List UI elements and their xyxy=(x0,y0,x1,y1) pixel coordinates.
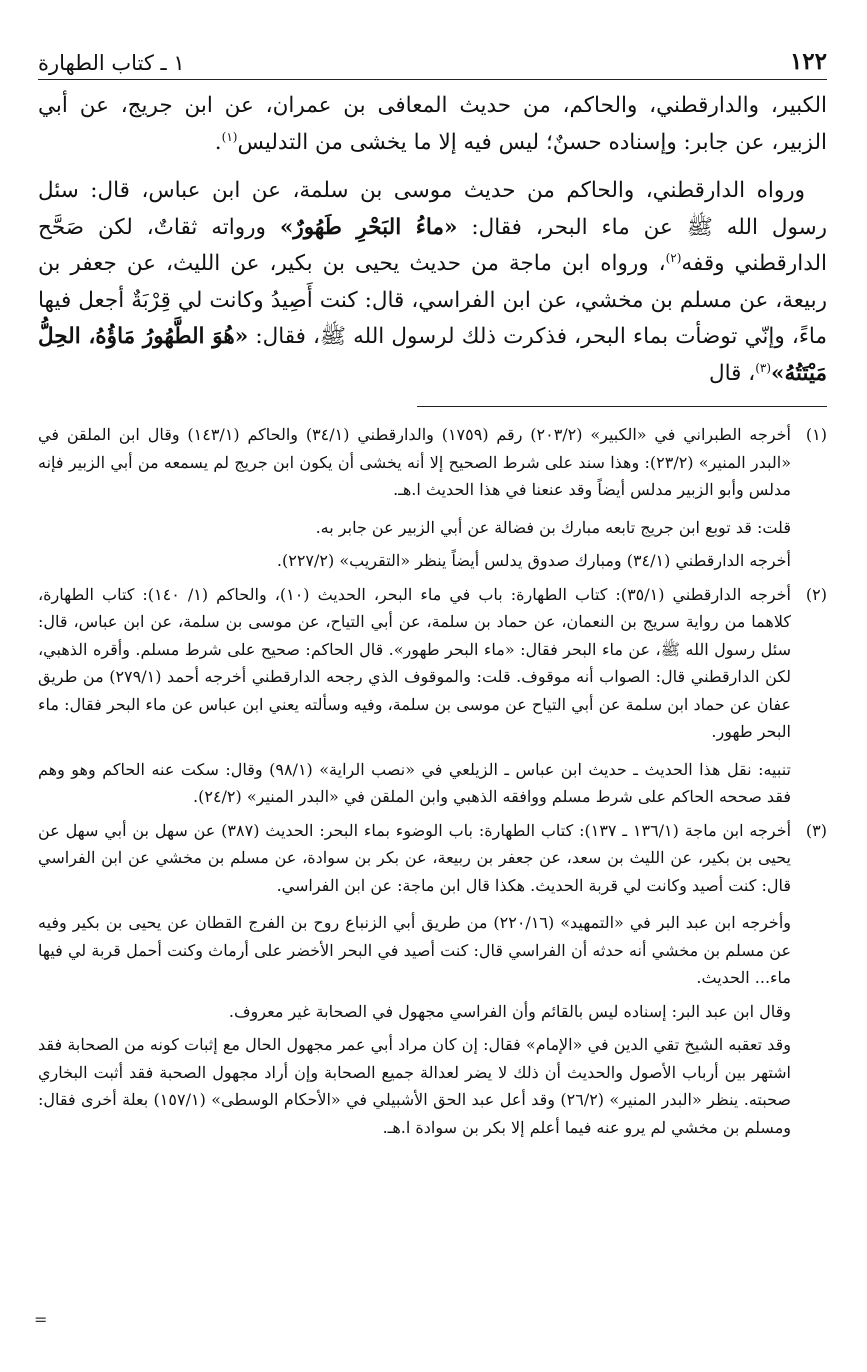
footnote-body xyxy=(38,817,791,906)
footnote-number: (٣) xyxy=(805,820,827,840)
footnotes xyxy=(38,421,827,1141)
footnote-divider xyxy=(417,406,827,407)
chapter-title: ١ ـ كتاب الطهارة xyxy=(38,51,185,75)
paragraph-2-text-b: ورواته ثقاتٌ، لكن صَحَّح الدارقطني وقفه xyxy=(38,214,828,276)
paragraph-1: الكبير، والدارقطني، والحاكم، من حديث المعافى بن عمران، عن ابن جريج، عن أبي الزبير، عن جابر: وإسناده حسنٌ؛ ليس فيه إلا ما يخشى من التدليس$^{(١)}$. xyxy=(38,93,827,155)
paragraph-3-text-b: ، قال xyxy=(708,360,756,386)
footnote-note: وقال ابن عبد البر: إسناده ليس بالقائم وأن الفراسي مجهول في الصحابة غير معروف. xyxy=(228,1001,791,1021)
footnote-ref-3[interactable]: (٣) xyxy=(755,360,772,375)
footnote-ref-1[interactable]: (١) xyxy=(221,129,238,144)
footnote-1 xyxy=(38,421,827,510)
footnote-ref-2[interactable]: (٢) xyxy=(665,250,682,265)
page-number: ١٢٢ xyxy=(789,48,827,75)
footnote-number: (٢) xyxy=(805,584,827,604)
book-page xyxy=(38,48,827,1147)
paragraph-3-text-a: ورواه ابن ماجة من حديث يحيى بن بكير، عن الليث، عن جعفر بن ربيعة، عن مسلم بن مخشي، عن ابن الفراسي، قال: كنت أَصِيدُ وكانت لي قِرْبَةٌ أجعل فيها ماءً، وإنّي توضأت بماء البحر، فذكرت ذلك لرسول الله ﷺ، فقال: xyxy=(38,251,827,349)
footnote-note: قلت: قد توبع ابن جريج تابعه مبارك بن فضالة عن أبي الزبير عن جابر به. xyxy=(315,517,791,537)
footnote-note: وقد تعقبه الشيخ تقي الدين في «الإمام» فقال: إن كان مراد أبي عمر مجهول الحال مع إثبات كونه من الصحابة فقد اشتهر بين أرباب الأصول والحديث أن ذلك لا يضر لعدالة جميع الصحابة وإن أراد مجهول الصحبة فقد أثبت البخاري صحبته. ينظر «البدر المنير» (٢٦/٢) وقد أعل عبد الحق الأشبيلي في «الأحكام الوسطى» (١٥٧/١) بعلة أخرى فقال: ومسلم بن مخشي لم يرو عنه فيما أعلم إلا بكر بن سوادة ا.هـ. xyxy=(38,1035,792,1137)
hadith-quote-2: «هُوَ الطَّهُورُ مَاؤُهُ، الحِلُّ مَيْتَتُهُ» xyxy=(38,324,827,386)
paragraph-1-text: الكبير، والدارقطني، والحاكم، من حديث المعافى بن عمران، عن ابن جريج، عن أبي الزبير، عن جابر: وإسناده حسنٌ؛ ليس فيه إلا ما يخشى من التدليس xyxy=(38,93,827,155)
footnote-text: أخرجه الطبراني في «الكبير» (٢٠٣/٢) رقم (١٧٥٩) والدارقطني (٣٤/١) والحاكم (١٤٣/١) وقال ابن الملقن في «البدر المنير» (٢٣/٢): وهذا سند على شرط الصحيح إلا أنه يخشى أن يكون ابن جريج لم يسمعه من أبي الزبير فإنه مدلس وأبو الزبير مدلس أيضاً وقد عنعنا في هذا الحديث ا.هـ. xyxy=(38,425,791,499)
footnote-text: أخرجه ابن ماجة (١٣٦/١ ـ ١٣٧): كتاب الطهارة: باب الوضوء بماء البحر: الحديث (٣٨٧) عن سهل بن أبي سهل عن يحيى بن بكير، عن الليث بن سعد، عن جعفر بن ربيعة، عن بكر بن سوادة، عن مسلم بن مخشي عن ابن الفراسي قال: كنت أصيد وكانت لي قربة الحديث. هكذا قال ابن ماجة: عن ابن الفراسي. xyxy=(38,820,792,895)
page-header xyxy=(38,48,827,80)
footnote-note: أخرجه الدارقطني (٣٤/١) ومبارك صدوق يدلس أيضاً ينظر «التقريب» (٢٢٧/٢). xyxy=(276,551,791,570)
footnote-note: وأخرجه ابن عبد البر في «التمهيد» (٢٢٠/١٦) من طريق أبي الزنباع روح بن الفرج القطان عن يحيى بن بكير وفيه عن مسلم بن مخشي أنه حدثه أن الفراسي قال: كنت أصيد في البحر الأخضر على أرماث وكنت أحمل قربة لي فيها ماء... الحديث. xyxy=(38,913,792,987)
footnote-text: أخرجه الدارقطني (٣٥/١): كتاب الطهارة: باب في ماء البحر، الحديث (١٠)، والحاكم (١/ ١٤٠): كتاب الطهارة، كلاهما من رواية سريج بن النعمان، عن حماد بن سلمة، عن أبي التياح، عن موسى بن سلمة، عن ابن عباس، قال: سئل رسول الله ﷺ، عن ماء البحر فقال: «ماء البحر طهور». قال الحاكم: صحيح على شرط مسلم. وأقره الذهبي، لكن الدارقطني قال: الصواب أنه موقوف. قلت: والموقوف الذي رجحه الدارقطني أخرجه أحمد (٢٧٩/١) من طريق عفان عن حماد ابن سلمة عن أبي التياح عن موسى بن سلمة، وفيه وسألته يعني ابن عباس عن ماء البحر فقال: ماء البحر طهور. xyxy=(38,584,792,741)
margin-mark: = xyxy=(34,1310,48,1329)
main-text xyxy=(38,88,827,392)
footnote-2 xyxy=(38,581,827,752)
hadith-quote-1: «ماءُ البَحْرِ طَهُورٌ» xyxy=(279,214,458,240)
footnote-3 xyxy=(38,817,827,906)
paragraph-2-text-a: ورواه الدارقطني، والحاكم من حديث موسى بن سلمة، عن ابن عباس، قال: سئل رسول الله ﷺ عن ماء البحر، فقال: xyxy=(38,178,828,240)
footnote-body xyxy=(38,421,791,510)
paragraph-2: ورواه الدارقطني، والحاكم من حديث موسى بن سلمة، عن ابن عباس، قال: سئل رسول الله ﷺ عن ماء البحر، فقال: «ماءُ البَحْرِ طَهُورٌ» ورواته ثقاتٌ، لكن صَحَّح الدارقطني وقفه$^{(٢)}$، ورواه ابن ماجة من حديث يحيى بن بكير، عن الليث، عن جعفر بن ربيعة، عن مسلم بن مخشي، عن ابن الفراسي، قال: كنت أَصِيدُ وكانت لي قِرْبَةٌ أجعل فيها ماءً، وإنّي توضأت بماء البحر، فذكرت ذلك لرسول الله ﷺ، فقال: «هُوَ الطَّهُورُ مَاؤُهُ، الحِلُّ مَيْتَتُهُ»$^{(٣)}$، قال xyxy=(38,178,828,386)
footnote-body xyxy=(38,581,791,752)
footnote-number: (١) xyxy=(805,425,827,444)
footnote-note: تنبيه: نقل هذا الحديث ـ حديث ابن عباس ـ الزيلعي في «نصب الراية» (٩٨/١) وقال: سكت عنه الحاكم وهو وهم فقد صححه الحاكم على شرط مسلم ووافقه الذهبي وابن الملقن في «البدر المنير» (٢٤/٢). xyxy=(38,759,791,806)
